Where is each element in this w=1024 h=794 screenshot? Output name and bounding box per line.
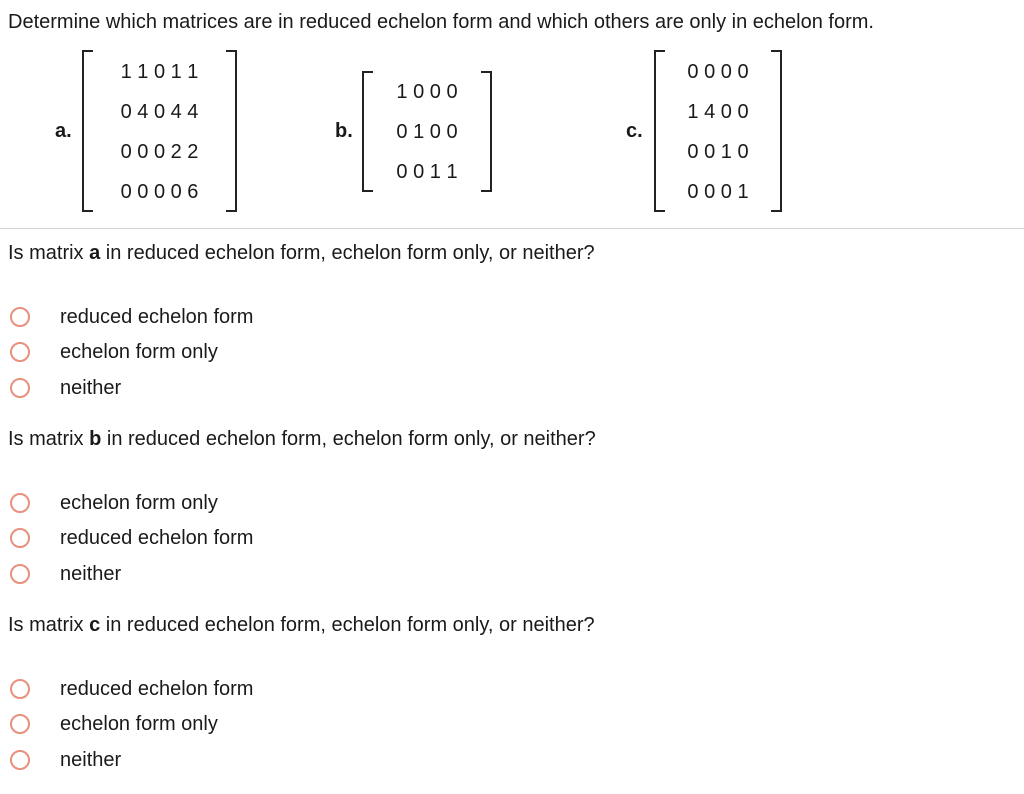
question-b-matrix: b	[89, 428, 102, 450]
question-b-option-2[interactable]	[10, 525, 253, 551]
matrix-a	[82, 50, 237, 212]
option-label[interactable]: echelon form only	[60, 341, 218, 363]
matrix-a-row-3: 0 0 0 2 2	[120, 141, 199, 163]
question-c-option-1[interactable]	[10, 676, 253, 702]
matrix-b-label: b.	[335, 120, 353, 142]
radio-button-icon[interactable]	[10, 750, 30, 770]
matrix-b-row-1: 1 0 0 0	[396, 81, 458, 103]
matrix-b	[362, 71, 492, 192]
matrix-c-row-4: 0 0 0 1	[687, 181, 749, 203]
instruction-text: Determine which matrices are in reduced echelon form and which others are only in echelon form.	[8, 11, 874, 33]
question-a-option-2[interactable]	[10, 339, 218, 365]
radio-button-icon[interactable]	[10, 307, 30, 327]
matrix-c-row-3: 0 0 1 0	[687, 141, 749, 163]
radio-button-icon[interactable]	[10, 378, 30, 398]
option-label[interactable]: echelon form only	[60, 492, 218, 514]
question-a-option-1[interactable]	[10, 304, 253, 330]
option-label[interactable]: reduced echelon form	[60, 527, 254, 549]
option-label[interactable]: neither	[60, 749, 122, 771]
radio-button-icon[interactable]	[10, 714, 30, 734]
matrix-c-label: c.	[626, 120, 643, 142]
question-b-option-3[interactable]	[10, 561, 121, 587]
radio-button-icon[interactable]	[10, 528, 30, 548]
question-a-matrix: a	[89, 242, 101, 264]
matrix-a-label: a.	[55, 120, 72, 142]
matrix-a-row-2: 0 4 0 4 4	[120, 101, 199, 123]
question-c-option-2[interactable]	[10, 711, 218, 737]
question-b	[8, 427, 596, 451]
question-a-option-3[interactable]	[10, 375, 121, 401]
question-a	[8, 241, 595, 265]
question-c-suffix: in reduced echelon form, echelon form only, or neither?	[100, 614, 595, 636]
option-label[interactable]: reduced echelon form	[60, 306, 254, 328]
radio-button-icon[interactable]	[10, 679, 30, 699]
radio-button-icon[interactable]	[10, 564, 30, 584]
matrix-a-row-4: 0 0 0 0 6	[120, 181, 199, 203]
question-c-prefix: Is matrix	[8, 614, 90, 636]
option-label[interactable]: echelon form only	[60, 713, 218, 735]
matrix-c-row-2: 1 4 0 0	[687, 101, 749, 123]
question-b-option-1[interactable]	[10, 490, 218, 516]
matrix-b-row-2: 0 1 0 0	[396, 121, 458, 143]
question-a-suffix: in reduced echelon form, echelon form only, or neither?	[100, 242, 595, 264]
section-divider	[0, 228, 1024, 229]
radio-button-icon[interactable]	[10, 493, 30, 513]
question-c-matrix: c	[89, 614, 101, 636]
option-label[interactable]: neither	[60, 563, 122, 585]
matrix-b-row-3: 0 0 1 1	[396, 161, 458, 183]
option-label[interactable]: neither	[60, 377, 122, 399]
option-label[interactable]: reduced echelon form	[60, 678, 254, 700]
question-b-prefix: Is matrix	[8, 428, 90, 450]
question-c	[8, 613, 595, 637]
matrix-c-row-1: 0 0 0 0	[687, 61, 749, 83]
question-a-prefix: Is matrix	[8, 242, 90, 264]
matrix-c	[654, 50, 782, 212]
question-b-suffix: in reduced echelon form, echelon form only, or neither?	[101, 428, 596, 450]
radio-button-icon[interactable]	[10, 342, 30, 362]
question-c-option-3[interactable]	[10, 747, 121, 773]
matrix-a-row-1: 1 1 0 1 1	[120, 61, 199, 83]
